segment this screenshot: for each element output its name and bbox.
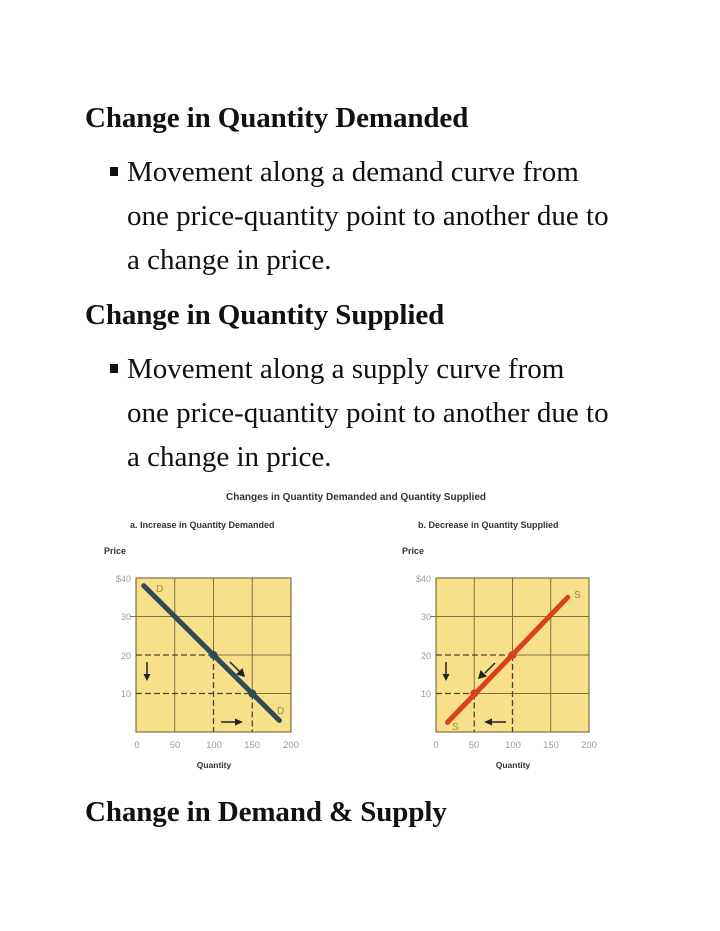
- heading-demand-supply: Change in Demand & Supply: [85, 796, 447, 828]
- svg-text:10: 10: [120, 689, 131, 699]
- square-bullet-icon: [110, 364, 118, 373]
- svg-text:30: 30: [120, 612, 131, 622]
- curve-label-s-bottom: S: [452, 722, 459, 733]
- square-bullet-icon: [110, 167, 118, 176]
- x-axis-label: Quantity: [495, 760, 531, 770]
- svg-text:0: 0: [134, 740, 140, 751]
- point-100-20: [210, 651, 218, 659]
- svg-text:100: 100: [206, 740, 222, 751]
- svg-text:50: 50: [169, 740, 181, 751]
- svg-text:20: 20: [120, 651, 131, 661]
- curve-label-d-top: D: [156, 584, 164, 595]
- curve-label-s-top: S: [574, 590, 581, 601]
- svg-text:200: 200: [581, 740, 597, 751]
- bullet-line: one price-quantity point to another due to: [127, 200, 609, 232]
- bullet-line: a change in price.: [127, 244, 332, 276]
- bullet-line: Movement along a demand curve from: [127, 156, 579, 188]
- svg-text:100: 100: [505, 740, 521, 751]
- chart-a-demand: [90, 540, 330, 780]
- bullet-line: one price-quantity point to another due to: [127, 397, 609, 429]
- svg-text:150: 150: [543, 740, 559, 751]
- svg-text:30: 30: [420, 612, 431, 622]
- svg-text:10: 10: [420, 689, 431, 699]
- y-tick-labels: [416, 574, 431, 699]
- svg-text:20: 20: [420, 651, 431, 661]
- point-100-20: [509, 651, 517, 659]
- heading-quantity-demanded: Change in Quantity Demanded: [85, 102, 469, 134]
- chart-b-title: b. Decrease in Quantity Supplied: [418, 520, 559, 530]
- y-axis-label: Price: [104, 546, 127, 556]
- figure-title-text: Changes in Quantity Demanded and Quantity Supplied: [225, 492, 487, 503]
- svg-text:$40: $40: [415, 574, 431, 584]
- svg-text:50: 50: [468, 740, 480, 751]
- y-axis-label: Price: [402, 546, 425, 556]
- heading-quantity-supplied: Change in Quantity Supplied: [85, 299, 445, 331]
- svg-text:$40: $40: [115, 574, 131, 584]
- figure-title: [0, 492, 720, 503]
- y-tick-labels: [116, 574, 131, 699]
- chart-b-supply: [390, 540, 630, 780]
- x-tick-labels: [433, 740, 597, 751]
- bullet-line: a change in price.: [127, 441, 332, 473]
- point-150-10: [248, 690, 256, 698]
- curve-label-d-bottom: D: [277, 706, 285, 717]
- x-tick-labels: [134, 740, 299, 751]
- svg-text:150: 150: [244, 740, 260, 751]
- bullet-line: Movement along a supply curve from: [127, 353, 565, 385]
- x-axis-label: Quantity: [196, 760, 232, 770]
- point-50-10: [470, 690, 478, 698]
- svg-text:200: 200: [283, 740, 299, 751]
- chart-a-title: a. Increase in Quantity Demanded: [130, 520, 275, 530]
- svg-text:0: 0: [433, 740, 439, 751]
